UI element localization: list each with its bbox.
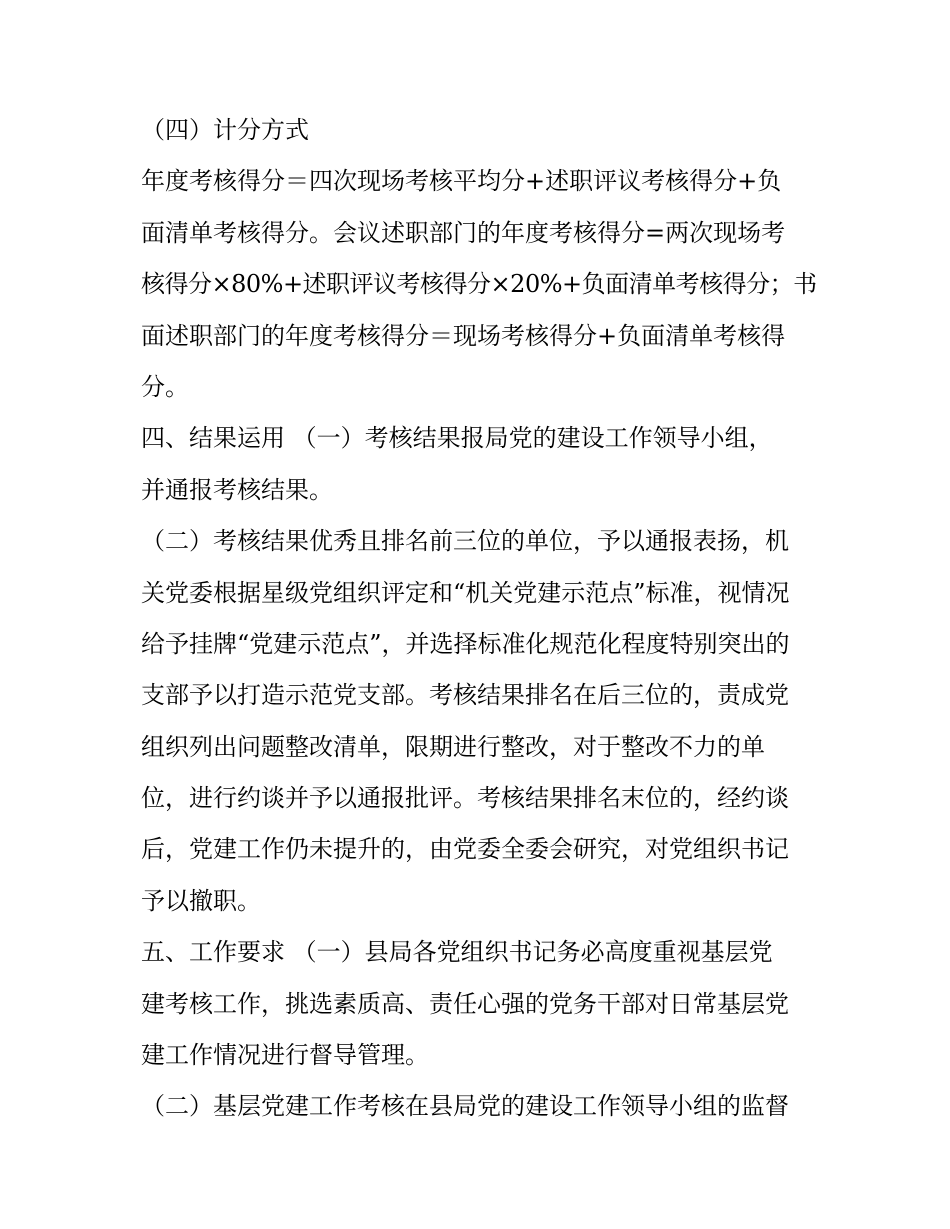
- text-line: 建工作情况进行督导管理。: [141, 1041, 429, 1070]
- text-line: 给予挂牌“党建示范点”，并选择标准化规范化程度特别突出的: [141, 629, 790, 658]
- text-line: 面清单考核得分。会议述职部门的年度考核得分=两次现场考: [141, 218, 786, 247]
- text-line: 年度考核得分＝四次现场考核平均分+述职评议考核得分+负: [141, 167, 782, 196]
- text-line: （二）考核结果优秀且排名前三位的单位，予以通报表扬，机: [141, 527, 789, 556]
- text-line: 核得分×80%+述职评议考核得分×20%+负面清单考核得分；书: [141, 270, 817, 299]
- text-line: 分。: [141, 372, 189, 401]
- text-line: 关党委根据星级党组织评定和“机关党建示范点”标准，视情况: [141, 578, 790, 607]
- text-line: 位，进行约谈并予以通报批评。考核结果排名末位的，经约谈: [141, 784, 789, 813]
- text-line: 后，党建工作仍未提升的，由党委全委会研究，对党组织书记: [141, 835, 789, 864]
- section-heading-scoring-method: （四）计分方式: [141, 116, 309, 144]
- text-line: 并通报考核结果。: [141, 475, 333, 504]
- text-line: （二）基层党建工作考核在县局党的建设工作领导小组的监督: [141, 1092, 789, 1121]
- section-heading-results-use: 四、结果运用 （一）考核结果报局党的建设工作领导小组，: [141, 424, 773, 453]
- section-heading-work-requirements: 五、工作要求 （一）县局各党组织书记务必高度重视基层党: [141, 938, 773, 967]
- document-body: [141, 105, 817, 1133]
- text-line: 组织列出问题整改清单，限期进行整改，对于整改不力的单: [141, 732, 765, 761]
- text-line: 面述职部门的年度考核得分＝现场考核得分+负面清单考核得: [141, 321, 786, 350]
- text-line: 支部予以打造示范党支部。考核结果排名在后三位的，责成党: [141, 681, 789, 710]
- text-line: 予以撤职。: [141, 886, 261, 915]
- text-line: 建考核工作，挑选素质高、责任心强的党务干部对日常基层党: [141, 989, 789, 1018]
